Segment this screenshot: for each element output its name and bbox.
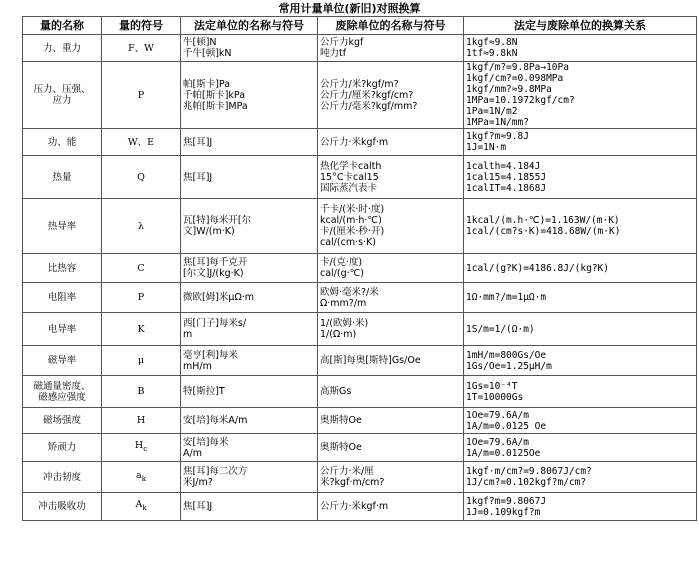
quantity-name-line: 压力、压强、: [33, 84, 91, 95]
quantity-symbol-main: K: [137, 323, 145, 335]
header-legal-unit: 法定单位的名称与符号: [181, 17, 318, 35]
legal-unit: [181, 35, 318, 62]
quantity-name: [23, 35, 102, 62]
quantity-name-line: 力、重力: [42, 42, 81, 54]
abolished-unit-line: 热化学卡calth: [320, 160, 382, 172]
legal-unit-line: 焦[耳]J: [183, 501, 213, 512]
abolished-unit-line: 卡/(厘米·秒·开): [320, 226, 385, 237]
legal-unit-line: 焦[耳]J: [183, 171, 213, 183]
quantity-name-line: 电导率: [47, 323, 77, 335]
abolished-unit-line: 公斤力·米kgf·m: [320, 136, 389, 148]
abolished-unit-line: 公斤力·米kgf·m: [320, 501, 389, 512]
quantity-name: [23, 493, 102, 521]
table-row: [23, 346, 697, 376]
legal-unit: [181, 156, 318, 199]
conversion-relation: [464, 129, 697, 156]
abolished-unit-line: 公斤力/毫米?kgf/mm?: [320, 100, 418, 112]
legal-unit-line: 微欧[姆]米μΩ·m: [183, 292, 254, 303]
legal-unit: [181, 434, 318, 462]
legal-unit-line: [尔文]J/(kg·K): [183, 268, 244, 279]
table-row: [23, 62, 697, 129]
quantity-symbol-main: F、W: [128, 42, 154, 54]
conversion-relation-line: 1mH/m=800Gs/Oe: [466, 349, 547, 361]
legal-unit: [181, 313, 318, 346]
quantity-symbol: [102, 35, 181, 62]
table-row: [23, 254, 697, 283]
legal-unit-line: 米J/m?: [183, 477, 213, 488]
legal-unit: [181, 129, 318, 156]
legal-unit-line: 西[门子]每米s/: [183, 318, 247, 329]
quantity-symbol: [102, 346, 181, 376]
legal-unit: [181, 376, 318, 408]
abolished-unit-line: 15°C卡cal15: [320, 171, 379, 183]
legal-unit-line: 安[培]每米: [183, 436, 229, 448]
conversion-relation-line: 1calIT=4.1868J: [466, 182, 547, 194]
quantity-symbol-main: H: [136, 415, 146, 426]
conversion-relation: [464, 313, 697, 346]
legal-unit-line: 兆帕[斯卡]MPa: [183, 100, 248, 112]
quantity-name-line: 热导率: [47, 220, 77, 232]
conversion-relation: [464, 434, 697, 462]
table-row: [23, 408, 697, 434]
conversion-relation-line: 1A/m=0.0125Oe: [466, 447, 541, 459]
quantity-symbol: [102, 493, 181, 521]
quantity-name: [23, 313, 102, 346]
quantity-symbol: [102, 376, 181, 408]
legal-unit: [181, 199, 318, 254]
conversion-relation-line: 1kgf/cm?=0.098MPa: [466, 73, 564, 84]
quantity-name: [23, 156, 102, 199]
legal-unit-line: 焦[耳]每二次方: [183, 466, 248, 477]
conversion-relation: [464, 156, 697, 199]
legal-unit-line: A/m: [183, 447, 202, 459]
quantity-name-line: 比热容: [47, 262, 77, 274]
table-row: [23, 376, 697, 408]
abolished-unit-line: 1/(Ω·m): [320, 329, 357, 340]
abolished-unit-line: cal/(cm·s·K): [320, 237, 376, 248]
legal-unit-line: 文]W/(m·K): [183, 226, 235, 237]
legal-unit-line: 焦[耳]每千克开: [183, 257, 248, 268]
legal-unit: [181, 283, 318, 313]
abolished-unit: [318, 313, 464, 346]
conversion-relation-line: 1calth=4.184J: [466, 160, 541, 172]
quantity-symbol: [102, 408, 181, 434]
table-row: [23, 35, 697, 62]
header-abolished-unit: 废除单位的名称与符号: [318, 17, 464, 35]
abolished-unit: [318, 376, 464, 408]
legal-unit-line: 牛[顿]N: [183, 37, 217, 48]
abolished-unit-line: 公斤力/厘米?kgf/cm?: [320, 89, 414, 101]
quantity-symbol: [102, 313, 181, 346]
conversion-relation-line: 1MPa=10.1972kgf/cm?: [466, 95, 575, 106]
quantity-name-line: 磁通量密度、: [33, 380, 91, 392]
legal-unit-line: 千帕[斯卡]kPa: [183, 89, 246, 101]
conversion-relation-line: 1Pa=1N/m2: [466, 106, 518, 117]
quantity-symbol: [102, 129, 181, 156]
quantity-symbol-main: P: [137, 89, 145, 101]
table-row: [23, 199, 697, 254]
abolished-unit: [318, 62, 464, 129]
quantity-symbol-main: Q: [137, 171, 145, 183]
abolished-unit-line: 千卡/(米·时·度): [320, 204, 385, 215]
quantity-symbol: [102, 156, 181, 199]
conversion-table: [22, 16, 697, 521]
conversion-relation-line: 1cal/(cm?s·K)=418.68W/(m·K): [466, 226, 621, 237]
header-conversion: 法定与废除单位的换算关系: [464, 17, 697, 35]
abolished-unit-line: 奥斯特Oe: [320, 442, 362, 453]
table-header-row: [23, 17, 697, 35]
abolished-unit: [318, 199, 464, 254]
abolished-unit-line: 奥斯特Oe: [320, 415, 362, 426]
abolished-unit-line: 高斯Gs: [320, 386, 352, 397]
quantity-symbol-main: μ: [137, 355, 145, 366]
quantity-symbol-main: A: [135, 499, 143, 511]
conversion-relation-line: 1kgf≈9.8N: [466, 37, 518, 48]
abolished-unit-line: 卡/(克·度): [320, 257, 363, 268]
conversion-relation: [464, 283, 697, 313]
quantity-name-line: 矫顽力: [47, 442, 77, 453]
quantity-symbol: [102, 199, 181, 254]
legal-unit-line: 千牛[顿]kN: [183, 48, 232, 59]
table-row: [23, 493, 697, 521]
quantity-symbol: [102, 434, 181, 462]
quantity-symbol-main: H: [134, 440, 144, 452]
conversion-relation-line: 1Oe=79.6A/m: [466, 409, 529, 421]
legal-unit-line: 毫亨[利]每米: [183, 349, 238, 361]
quantity-name: [23, 199, 102, 254]
conversion-relation: [464, 408, 697, 434]
conversion-relation-line: 1Gs=10⁻⁴T: [466, 380, 518, 392]
conversion-relation-line: 1J/cm?=0.102kgf?m/cm?: [466, 477, 587, 488]
abolished-unit: [318, 156, 464, 199]
conversion-relation-line: 1kgf/m?=9.8Pa→10Pa: [466, 62, 569, 73]
conversion-relation: [464, 462, 697, 493]
abolished-unit: [318, 493, 464, 521]
quantity-symbol: [102, 462, 181, 493]
quantity-symbol-main: λ: [137, 220, 145, 232]
header-quantity-name: 量的名称: [23, 17, 102, 35]
conversion-relation: [464, 254, 697, 283]
quantity-symbol-subscript: k: [141, 474, 146, 483]
abolished-unit: [318, 254, 464, 283]
legal-unit: [181, 493, 318, 521]
conversion-relation-line: 1A/m=0.0125 Oe: [466, 420, 547, 432]
table-row: [23, 129, 697, 156]
table-row: [23, 462, 697, 493]
legal-unit-line: 特[斯拉]T: [183, 386, 225, 397]
quantity-symbol-main: a: [136, 469, 142, 481]
abolished-unit-line: kcal/(m·h·℃): [320, 215, 382, 226]
conversion-relation: [464, 35, 697, 62]
conversion-relation-line: 1kcal/(m.h·℃)=1.163W/(m·K): [466, 215, 620, 226]
legal-unit: [181, 346, 318, 376]
quantity-name-line: 磁感应强度: [38, 391, 86, 403]
quantity-symbol-main: W、E: [127, 136, 155, 148]
abolished-unit: [318, 283, 464, 313]
quantity-name-line: 功、能: [47, 136, 77, 148]
abolished-unit: [318, 408, 464, 434]
conversion-relation-line: 1Oe=79.6A/m: [466, 436, 529, 448]
legal-unit-line: 安[培]每米A/m: [183, 415, 248, 426]
quantity-name-line: 热量: [52, 171, 72, 183]
quantity-name: [23, 62, 102, 129]
abolished-unit-line: 国际蒸汽表卡: [320, 182, 378, 194]
conversion-relation-line: 1cal15=4.1855J: [466, 171, 547, 183]
table-row: [23, 434, 697, 462]
quantity-symbol-main: P: [137, 292, 145, 303]
abolished-unit-line: cal/(g·℃): [320, 268, 365, 279]
quantity-name-line: 磁导率: [47, 355, 77, 366]
quantity-name: [23, 434, 102, 462]
conversion-relation: [464, 62, 697, 129]
abolished-unit-line: 米?kgf·m/cm?: [320, 477, 385, 488]
quantity-symbol: [102, 283, 181, 313]
abolished-unit-line: 公斤力·米/厘: [320, 466, 374, 477]
abolished-unit: [318, 129, 464, 156]
conversion-relation: [464, 199, 697, 254]
legal-unit: [181, 62, 318, 129]
conversion-relation-line: 1Ω·mm?/m=1μΩ·m: [466, 292, 547, 303]
legal-unit: [181, 462, 318, 493]
abolished-unit-line: 公斤力kgf: [320, 37, 364, 48]
quantity-name: [23, 462, 102, 493]
conversion-relation-line: 1J=0.109kgf?m: [466, 506, 541, 518]
conversion-relation-line: 1kgf/mm?≈9.8MPa: [466, 84, 552, 95]
quantity-name-line: 磁场强度: [42, 415, 81, 426]
quantity-symbol: [102, 254, 181, 283]
legal-unit-line: 焦[耳]J: [183, 136, 213, 148]
conversion-relation-line: 1tf≈9.8kN: [466, 48, 518, 59]
quantity-symbol-subscript: c: [143, 444, 148, 453]
abolished-unit-line: 欧姆·毫米?/米: [320, 286, 379, 298]
quantity-name: [23, 376, 102, 408]
quantity-symbol-main: C: [137, 262, 145, 274]
quantity-name-line: 应力: [52, 95, 72, 106]
legal-unit-line: m: [183, 329, 193, 340]
quantity-symbol: [102, 62, 181, 129]
legal-unit-line: mH/m: [183, 360, 212, 372]
conversion-relation-line: 1kgf?m=9.8067J: [466, 495, 547, 507]
header-quantity-symbol: 量的符号: [102, 17, 181, 35]
quantity-name-line: 冲击韧度: [42, 471, 81, 483]
abolished-unit: [318, 35, 464, 62]
abolished-unit: [318, 434, 464, 462]
conversion-relation-line: 1kgf·m/cm?=9.8067J/cm?: [466, 466, 592, 477]
abolished-unit-line: 高[斯]每奥[斯特]Gs/Oe: [320, 355, 421, 366]
table-row: [23, 283, 697, 313]
quantity-name-line: 冲击吸收功: [38, 501, 86, 512]
conversion-relation: [464, 346, 697, 376]
conversion-relation: [464, 376, 697, 408]
quantity-name-line: 电阻率: [47, 292, 77, 303]
legal-unit: [181, 254, 318, 283]
legal-unit: [181, 408, 318, 434]
conversion-relation: [464, 493, 697, 521]
abolished-unit: [318, 462, 464, 493]
conversion-relation-line: 1T=10000Gs: [466, 391, 524, 403]
conversion-relation-line: 1Gs/Oe=1.25μH/m: [466, 360, 552, 372]
abolished-unit-line: 吨力tf: [320, 48, 347, 59]
conversion-relation-line: 1MPa=1N/mm?: [466, 117, 529, 128]
page-title: 常用计量单位(新旧)对照换算: [278, 2, 421, 15]
conversion-relation-line: 1cal/(g?K)=4186.8J/(kg?K): [466, 262, 609, 274]
abolished-unit-line: 公斤力/米?kgf/m?: [320, 78, 399, 90]
quantity-name: [23, 254, 102, 283]
table-row: [23, 313, 697, 346]
quantity-name: [23, 283, 102, 313]
quantity-symbol-main: B: [137, 386, 145, 397]
quantity-symbol-subscript: k: [142, 503, 147, 512]
legal-unit-line: 帕[斯卡]Pa: [183, 78, 231, 90]
abolished-unit-line: Ω·mm?/m: [320, 297, 367, 309]
table-row: [23, 156, 697, 199]
quantity-name: [23, 408, 102, 434]
conversion-relation-line: 1S/m=1/(Ω·m): [466, 323, 535, 335]
quantity-name: [23, 346, 102, 376]
quantity-name: [23, 129, 102, 156]
abolished-unit: [318, 346, 464, 376]
abolished-unit-line: 1/(欧姆·米): [320, 318, 369, 329]
conversion-relation-line: 1J=1N·m: [466, 142, 507, 153]
legal-unit-line: 瓦[特]每米开[尔: [183, 215, 252, 226]
conversion-relation-line: 1kgf?m≈9.8J: [466, 131, 529, 142]
